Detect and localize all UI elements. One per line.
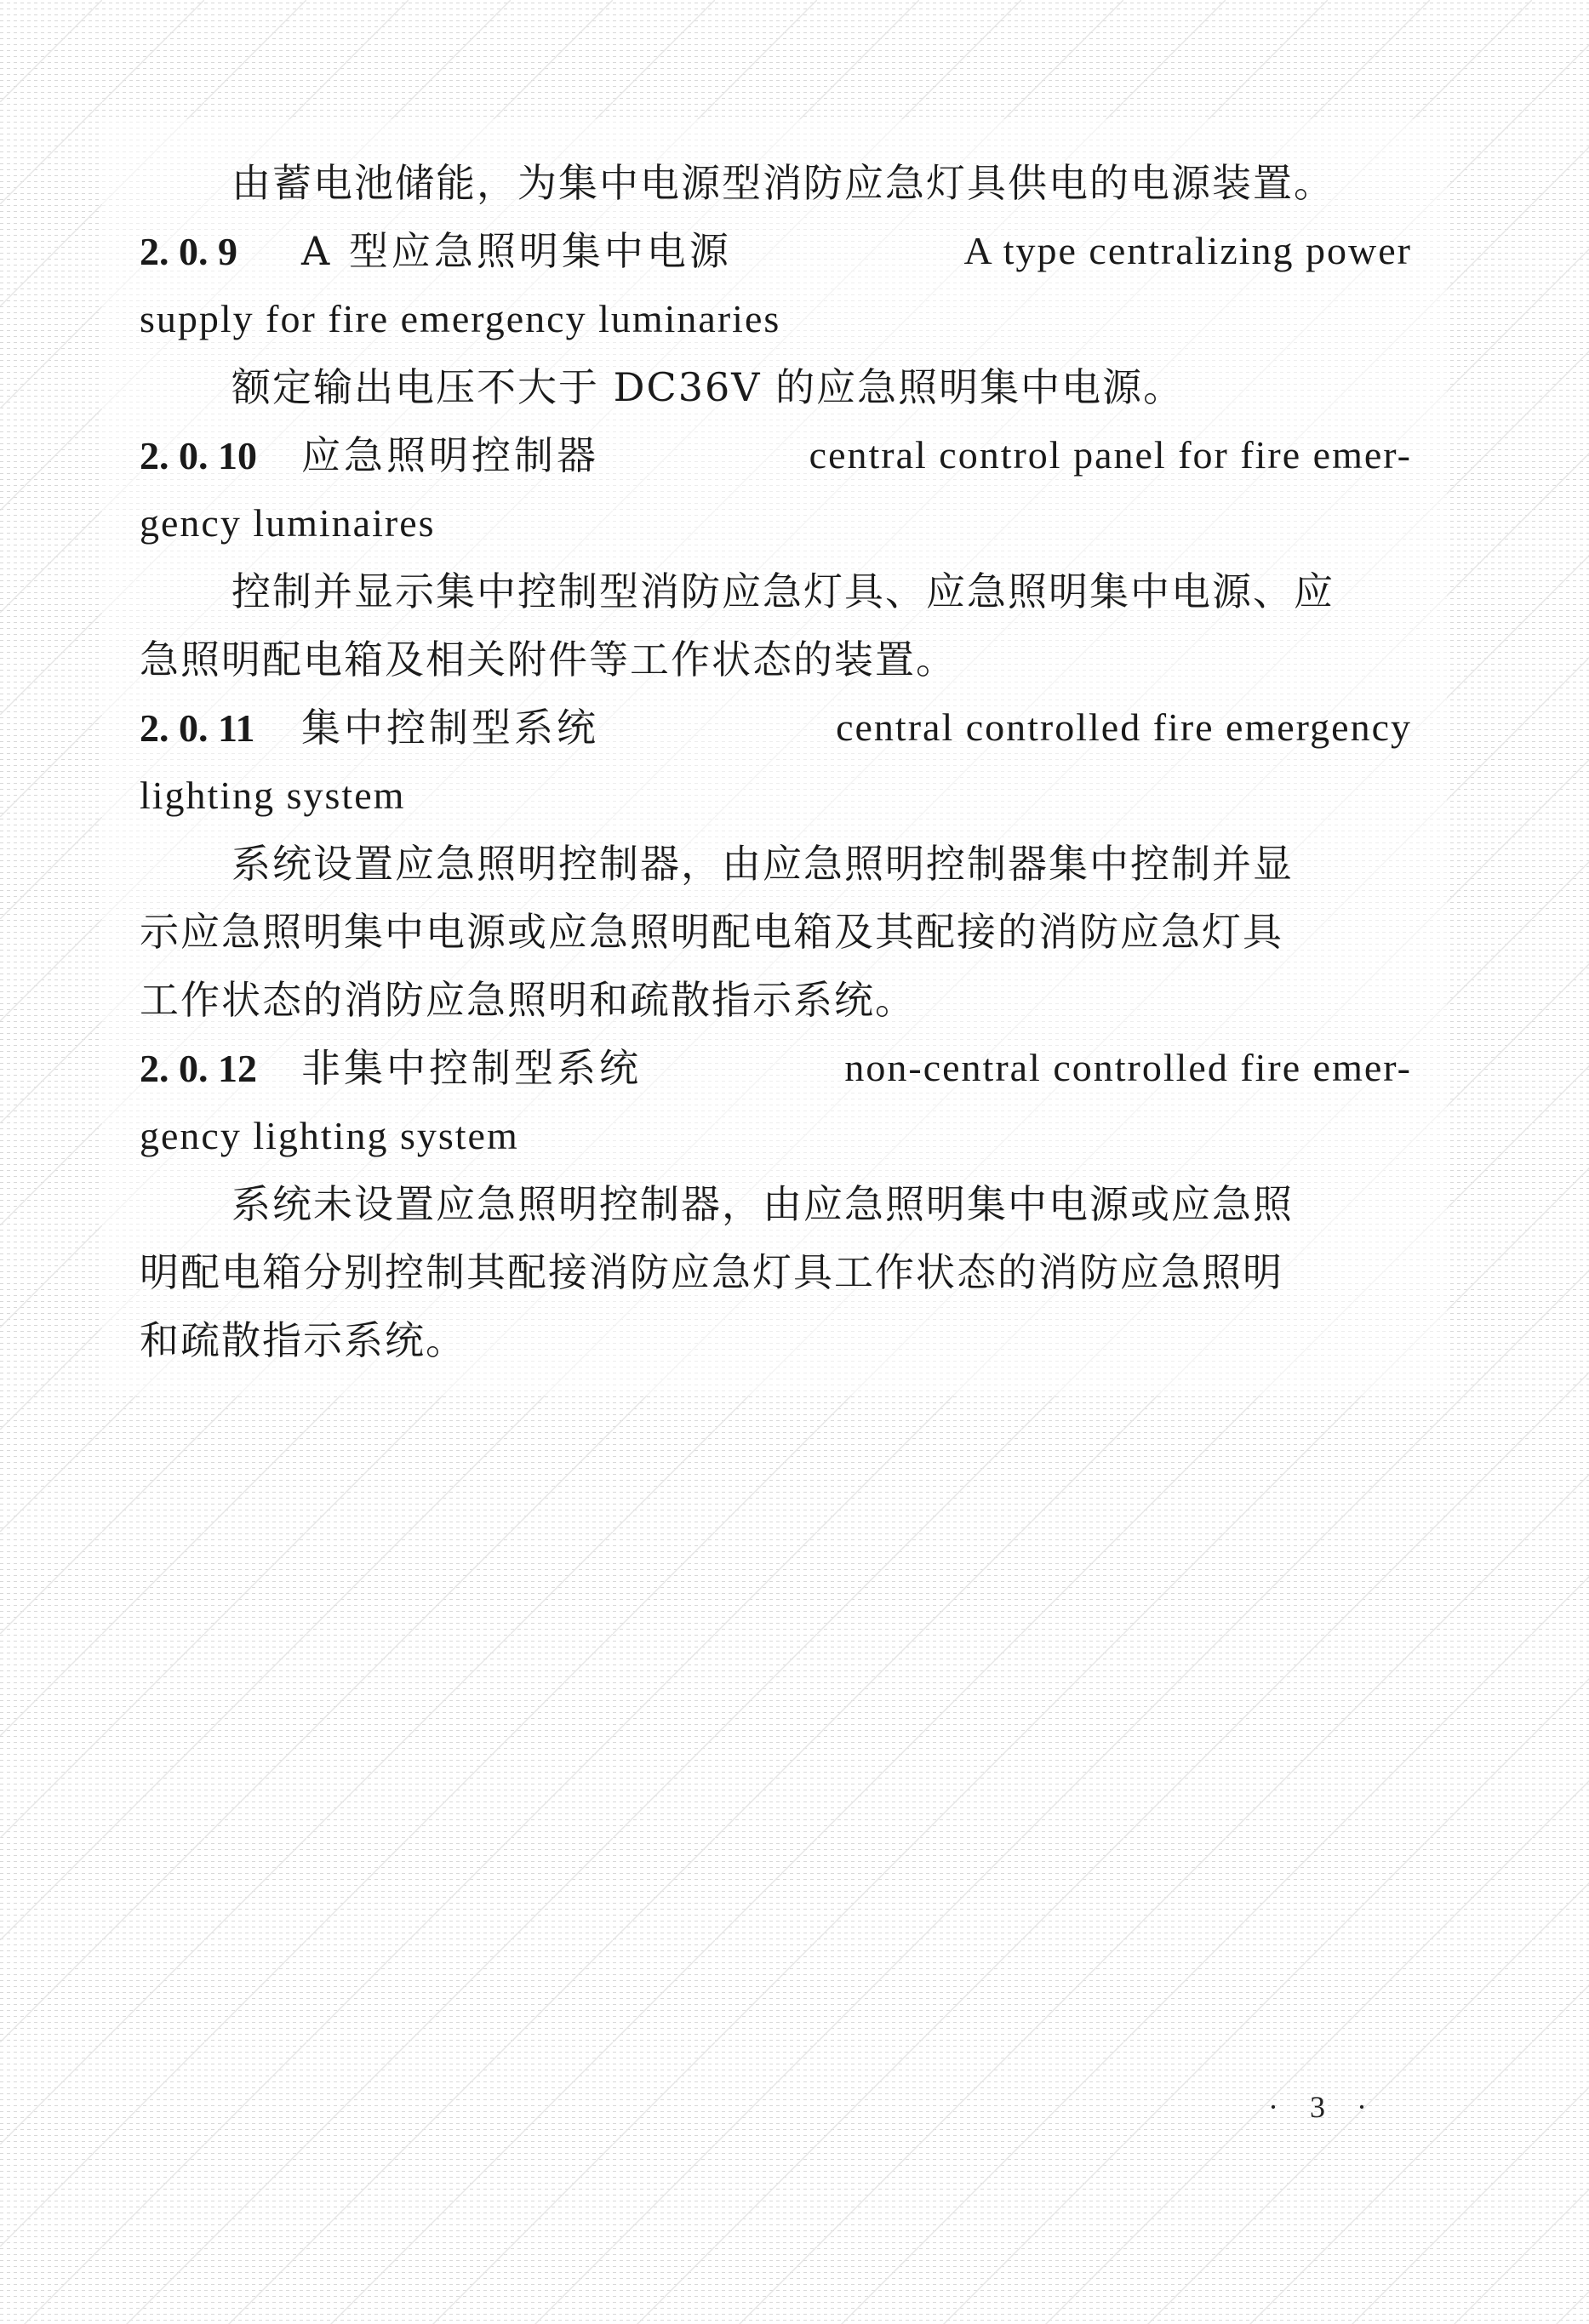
- term-heading-2-0-11: [140, 694, 1412, 762]
- term-definition-line: 系统设置应急照明控制器，由应急照明控制器集中控制并显: [231, 841, 1294, 887]
- term-definition-line: 急照明配电箱及相关附件等工作状态的装置。: [140, 637, 957, 682]
- intro-line: 由蓄电池储能，为集中电源型消防应急灯具供电的电源装置。: [231, 160, 1335, 206]
- term-definition-line: 明配电箱分别控制其配接消防应急灯具工作状态的消防应急照明: [140, 1249, 1283, 1295]
- term-chinese: A 型应急照明集中电源: [301, 228, 732, 274]
- term-english: non-central controlled fire emer-: [844, 1046, 1412, 1089]
- term-english-continued: gency luminaires: [140, 501, 436, 545]
- clause-number: 2. 0. 11: [140, 706, 255, 750]
- term-chinese: 应急照明控制器: [301, 432, 599, 478]
- term-english-continued: lighting system: [140, 774, 406, 817]
- term-english: A type centralizing power: [963, 229, 1412, 272]
- term-english-continued: supply for fire emergency luminaries: [140, 297, 781, 340]
- term-definition-line: 额定输出电压不大于 DC36V 的应急照明集中电源。: [231, 364, 1185, 410]
- clause-number: 2. 0. 10: [140, 434, 257, 477]
- term-english-continued: gency lighting system: [140, 1114, 519, 1157]
- page-number: · 3 ·: [1268, 2090, 1379, 2124]
- page-content: [140, 149, 1412, 1374]
- term-definition-line: 示应急照明集中电源或应急照明配电箱及其配接的消防应急灯具: [140, 909, 1283, 955]
- term-heading-2-0-10: [140, 421, 1412, 489]
- term-definition-line: 控制并显示集中控制型消防应急灯具、应急照明集中电源、应: [231, 568, 1335, 614]
- term-definition-line: 工作状态的消防应急照明和疏散指示系统。: [140, 977, 916, 1023]
- term-definition-line: 系统未设置应急照明控制器，由应急照明集中电源或应急照: [231, 1181, 1294, 1227]
- clause-number: 2. 0. 9: [140, 230, 237, 273]
- term-english: central controlled fire emergency: [836, 705, 1412, 749]
- term-heading-2-0-9: [140, 217, 1412, 285]
- term-english: central control panel for fire emer-: [809, 433, 1412, 477]
- term-definition-line: 和疏散指示系统。: [140, 1317, 466, 1363]
- term-chinese: 集中控制型系统: [301, 705, 599, 751]
- term-heading-2-0-12: [140, 1034, 1412, 1102]
- term-chinese: 非集中控制型系统: [301, 1045, 642, 1091]
- clause-number: 2. 0. 12: [140, 1047, 257, 1090]
